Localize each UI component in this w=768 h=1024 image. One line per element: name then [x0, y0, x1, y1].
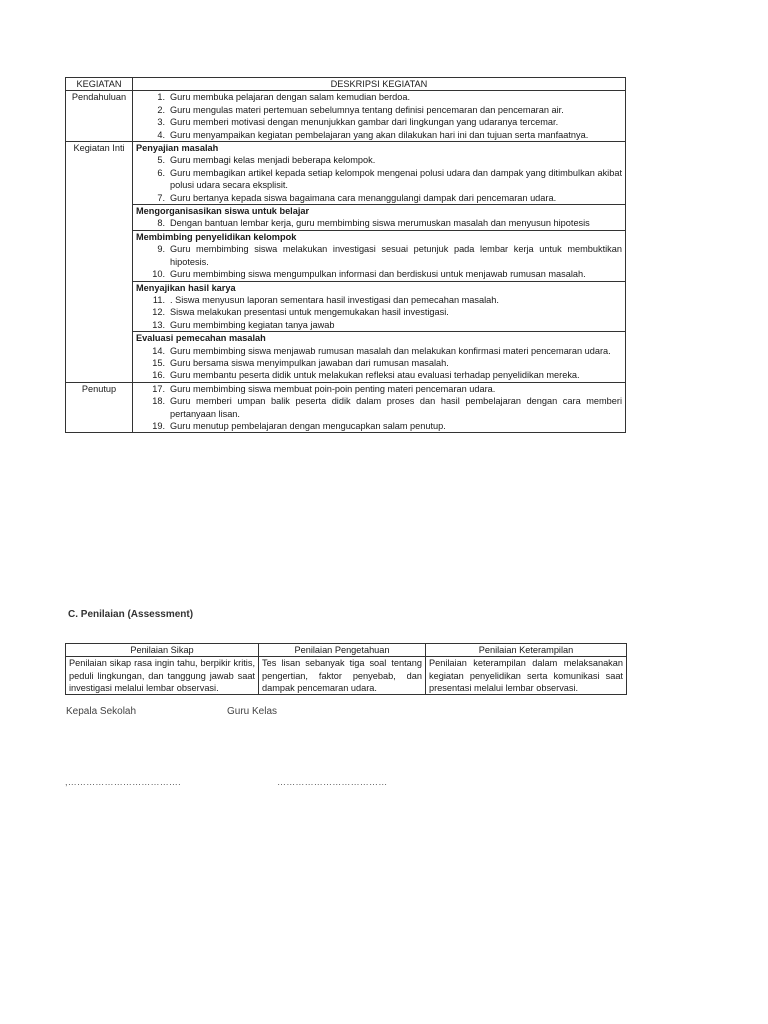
activity-list [136, 217, 622, 229]
activity-table-header [66, 78, 626, 91]
phase-section [133, 281, 626, 332]
activity-list [136, 243, 622, 280]
activity-item [136, 167, 622, 192]
section-title: Mengorganisasikan siswa untuk belajar [136, 206, 310, 217]
item-number: 18. [152, 396, 165, 407]
item-text: Guru membimbing kegiatan tanya jawab [170, 319, 335, 330]
section-title: Evaluasi pemecahan masalah [136, 333, 266, 344]
item-number: 16. [152, 370, 165, 381]
activity-item [136, 116, 622, 128]
row-inti-s1 [66, 205, 626, 231]
header-sikap: Penilaian Sikap [66, 644, 259, 657]
item-text: Guru membuka pelajaran dengan salam kemudian berdoa. [170, 92, 411, 103]
row-pendahuluan [66, 91, 626, 142]
item-text: Guru bersama siswa menyimpulkan jawaban dari rumusan masalah. [170, 357, 449, 368]
item-number: 9. [157, 244, 165, 255]
phase-description [133, 382, 626, 433]
activity-item [136, 129, 622, 141]
item-number: 3. [157, 117, 165, 128]
item-text: Guru bertanya kepada siswa bagaimana cara menanggulangi dampak dari pencemaran udara. [170, 192, 557, 203]
phase-section [133, 142, 626, 205]
row-penutup [66, 382, 626, 433]
activity-item [136, 357, 622, 369]
phase-section [133, 332, 626, 383]
activity-item [136, 369, 622, 381]
activity-list [136, 345, 622, 382]
item-text: Guru membimbing siswa menjawab rumusan masalah dan melakukan konfirmasi materi pencemaran udara. [170, 345, 611, 356]
item-number: 5. [157, 155, 165, 166]
activity-item [136, 345, 622, 357]
phase-label: Kegiatan Inti [66, 142, 133, 383]
activity-item [136, 294, 622, 306]
cell-pengetahuan: Tes lisan sebanyak tiga soal tentang pengertian, faktor penyebab, dan dampak pencemaran udara. [259, 657, 426, 695]
item-text: Guru membantu peserta didik untuk melakukan refleksi atau evaluasi terhadap penyelidikan mereka. [170, 370, 580, 381]
item-text: Guru membimbing siswa mengumpulkan informasi dan berdiskusi untuk menjawab rumusan masalah. [170, 269, 586, 280]
item-text: Guru menyampaikan kegiatan pembelajaran yang akan dilakukan hari ini dan tujuan serta manfaatnya. [170, 129, 589, 140]
activity-list [136, 154, 622, 204]
item-text: Guru memberi umpan balik peserta didik dalam proses dan hasil pembelajaran dengan cara memberi pertanyaan lisan. [170, 396, 622, 419]
activity-list [136, 294, 622, 331]
activity-item [136, 154, 622, 166]
item-number: 6. [157, 167, 165, 178]
cell-sikap: Penilaian sikap rasa ingin tahu, berpikir kritis, peduli lingkungan, dan tanggung jawab saat investigasi melalui lembar observasi. [66, 657, 259, 695]
phase-section [133, 230, 626, 281]
activity-item [136, 306, 622, 318]
kepala-sekolah-label: Kepala Sekolah [66, 706, 137, 717]
guru-signature-line: ……………………………… [277, 777, 388, 787]
cell-keterampilan: Penilaian keterampilan dalam melaksanakan kegiatan penyelidikan serta komunikasi saat presentasi melalui lembar observasi. [426, 657, 627, 695]
activity-item [136, 243, 622, 268]
item-text: Guru membagi kelas menjadi beberapa kelompok. [170, 155, 376, 166]
row-inti-s3 [66, 281, 626, 332]
row-inti-s2 [66, 230, 626, 281]
item-number: 17. [152, 383, 165, 394]
item-number: 4. [157, 129, 165, 140]
phase-description [133, 91, 626, 142]
item-text: Guru membimbing siswa membuat poin-poin penting materi pencemaran udara. [170, 383, 496, 394]
item-text: Guru menutup pembelajaran dengan mengucapkan salam penutup. [170, 420, 446, 431]
item-text: . Siswa menyusun laporan sementara hasil investigasi dan pemecahan masalah. [170, 294, 499, 305]
item-number: 7. [157, 192, 165, 203]
section-title: Penyajian masalah [136, 143, 219, 154]
activity-item [136, 319, 622, 331]
item-text: Dengan bantuan lembar kerja, guru membimbing siswa merumuskan masalah dan menyusun hipotesis [170, 218, 590, 229]
assessment-row [66, 657, 627, 695]
assessment-table [65, 643, 627, 695]
item-text: Guru mengulas materi pertemuan sebelumnya tentang definisi pencemaran dan pencemaran air. [170, 104, 564, 115]
item-number: 8. [157, 218, 165, 229]
row-inti-s0 [66, 142, 626, 205]
phase-label: Pendahuluan [66, 91, 133, 142]
phase-label: Penutup [66, 382, 133, 433]
activity-item [136, 268, 622, 280]
item-number: 2. [157, 104, 165, 115]
item-number: 11. [152, 294, 165, 305]
assessment-header-row [66, 644, 627, 657]
guru-kelas-label: Guru Kelas [227, 706, 278, 717]
activity-item [136, 217, 622, 229]
header-keterampilan: Penilaian Keterampilan [426, 644, 627, 657]
item-text: Guru membimbing siswa melakukan investigasi sesuai petunjuk pada lembar kerja untuk membuktikan hipotesis. [170, 244, 622, 267]
activity-item [136, 91, 622, 103]
activity-item [136, 104, 622, 116]
item-number: 15. [152, 357, 165, 368]
header-deskripsi: DESKRIPSI KEGIATAN [133, 78, 626, 91]
item-number: 13. [152, 319, 165, 330]
item-text: Guru memberi motivasi dengan menunjukkan gambar dari lingkungan yang udaranya tercemar. [170, 117, 559, 128]
activity-list [136, 383, 622, 433]
header-pengetahuan: Penilaian Pengetahuan [259, 644, 426, 657]
activity-list [136, 91, 622, 141]
item-number: 10. [152, 269, 165, 280]
section-title: Membimbing penyelidikan kelompok [136, 231, 297, 242]
activity-item [136, 383, 622, 395]
activity-item [136, 192, 622, 204]
row-inti-s4 [66, 332, 626, 383]
item-text: Siswa melakukan presentasi untuk mengemukakan hasil investigasi. [170, 307, 449, 318]
activity-item [136, 395, 622, 420]
item-text: Guru membagikan artikel kepada setiap kelompok mengenai polusi udara dan dampak yang ditimbulkan akibat polusi udara secara eksplisit. [170, 167, 622, 191]
header-kegiatan: KEGIATAN [66, 78, 133, 91]
item-number: 1. [157, 92, 165, 103]
item-number: 19. [152, 420, 165, 431]
activity-table [65, 77, 626, 433]
item-number: 12. [152, 307, 165, 318]
phase-section [133, 205, 626, 231]
item-number: 14. [152, 345, 165, 356]
assessment-heading: C. Penilaian (Assessment) [68, 609, 194, 620]
section-title: Menyajikan hasil karya [136, 282, 236, 293]
kepala-signature-line: ,………………………………. [65, 777, 181, 787]
activity-item [136, 420, 622, 432]
